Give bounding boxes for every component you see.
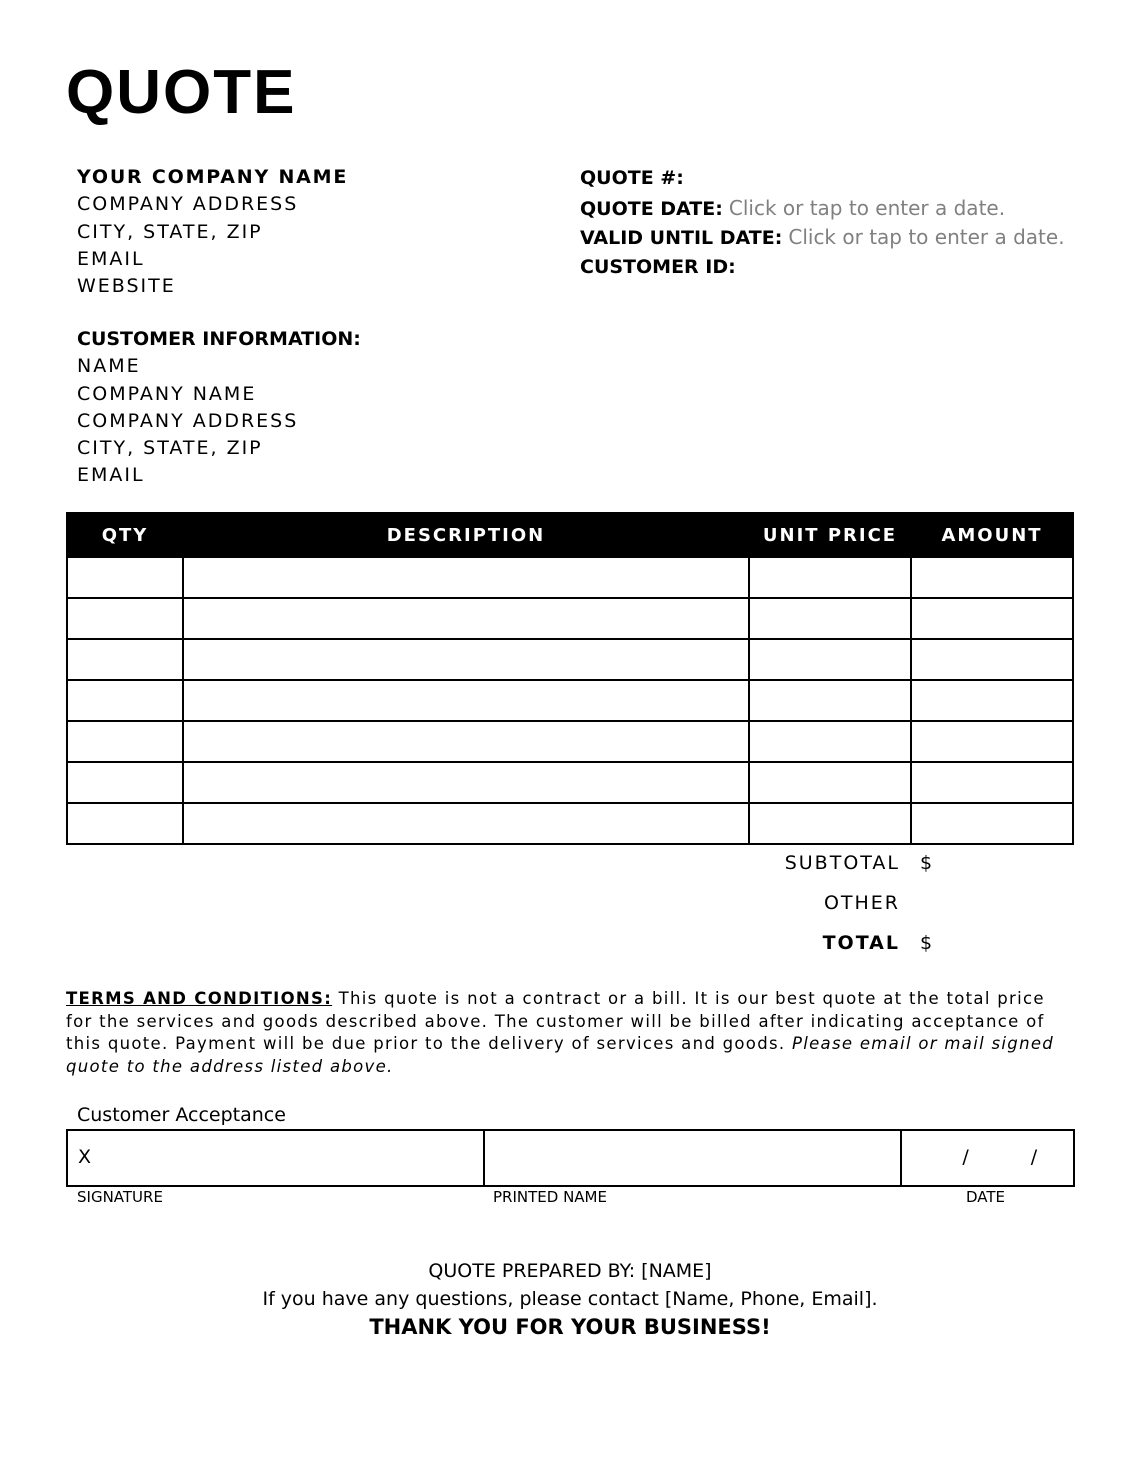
customer-email[interactable]: EMAIL (77, 464, 145, 487)
customer-id-label: CUSTOMER ID: (580, 255, 736, 278)
customer-company-address[interactable]: COMPANY ADDRESS (77, 409, 299, 432)
terms-and-conditions (66, 988, 1066, 1078)
document-title: QUOTE (66, 58, 297, 127)
description-cell[interactable] (183, 721, 749, 762)
customer-info-block (77, 326, 361, 490)
company-city-state-zip: CITY, STATE, ZIP (77, 220, 263, 243)
signature-field[interactable] (68, 1131, 485, 1185)
table-row (67, 762, 1073, 803)
qty-cell[interactable] (67, 680, 183, 721)
amount-cell[interactable] (911, 680, 1073, 721)
description-cell[interactable] (183, 680, 749, 721)
qty-cell[interactable] (67, 762, 183, 803)
quote-date-row[interactable] (580, 194, 1065, 224)
header-description: DESCRIPTION (183, 513, 749, 557)
customer-company-name[interactable]: COMPANY NAME (77, 382, 257, 405)
quote-info-block (580, 164, 1065, 282)
description-cell[interactable] (183, 557, 749, 598)
description-cell[interactable] (183, 598, 749, 639)
table-row (67, 598, 1073, 639)
table-row (67, 803, 1073, 844)
printed-name-field[interactable] (485, 1131, 902, 1185)
customer-info-heading: CUSTOMER INFORMATION: (77, 328, 361, 350)
quote-number-label: QUOTE #: (580, 167, 684, 189)
description-cell[interactable] (183, 762, 749, 803)
quote-date-field[interactable]: Click or tap to enter a date. (728, 195, 1006, 220)
unit-price-cell[interactable] (749, 557, 911, 598)
acceptance-box (66, 1129, 1075, 1187)
signature-label: SIGNATURE (77, 1188, 163, 1206)
table-row (67, 680, 1073, 721)
company-website: WEBSITE (77, 275, 176, 298)
company-block (77, 164, 348, 300)
date-slashes: / / (962, 1146, 1066, 1168)
unit-price-cell[interactable] (749, 762, 911, 803)
company-email: EMAIL (77, 247, 145, 270)
amount-cell[interactable] (911, 762, 1073, 803)
thank-you-message: THANK YOU FOR YOUR BUSINESS! (369, 1315, 771, 1339)
customer-acceptance-label: Customer Acceptance (77, 1104, 286, 1126)
quote-number-row[interactable] (580, 164, 1065, 194)
unit-price-cell[interactable] (749, 680, 911, 721)
valid-until-field[interactable]: Click or tap to enter a date. (788, 225, 1065, 249)
qty-cell[interactable] (67, 803, 183, 844)
qty-cell[interactable] (67, 639, 183, 680)
prepared-by: QUOTE PREPARED BY: [NAME] (428, 1260, 712, 1282)
customer-id-row[interactable] (580, 253, 1065, 283)
description-cell[interactable] (183, 803, 749, 844)
line-items-table (66, 512, 1074, 845)
terms-body: This quote is not a contract or a bill. It is our best quote at the total price for the services and goods described above. The customer will be billed after indicating acceptance of this quote. Payment will be due prior to the delivery of services and goods. (66, 989, 1045, 1053)
contact-info: If you have any questions, please contact [Name, Phone, Email]. (262, 1288, 878, 1310)
terms-heading: TERMS AND CONDITIONS: (66, 989, 333, 1008)
table-row (67, 721, 1073, 762)
amount-cell[interactable] (911, 721, 1073, 762)
other-label: OTHER (823, 892, 900, 914)
valid-until-row[interactable] (580, 223, 1065, 253)
signature-mark: X (78, 1146, 92, 1168)
table-body (67, 557, 1073, 844)
company-name: YOUR COMPANY NAME (77, 166, 349, 188)
printed-name-label: PRINTED NAME (493, 1188, 607, 1206)
date-label: DATE (966, 1188, 1006, 1206)
unit-price-cell[interactable] (749, 598, 911, 639)
total-currency: $ (920, 932, 933, 954)
date-field[interactable] (902, 1131, 1073, 1185)
customer-city-state-zip[interactable]: CITY, STATE, ZIP (77, 437, 263, 460)
qty-cell[interactable] (67, 598, 183, 639)
amount-cell[interactable] (911, 639, 1073, 680)
amount-cell[interactable] (911, 598, 1073, 639)
total-label: TOTAL (822, 932, 900, 954)
customer-name[interactable]: NAME (77, 355, 141, 378)
table-row (67, 557, 1073, 598)
description-cell[interactable] (183, 639, 749, 680)
amount-cell[interactable] (911, 803, 1073, 844)
unit-price-cell[interactable] (749, 803, 911, 844)
header-unit-price: UNIT PRICE (749, 513, 911, 557)
subtotal-label: SUBTOTAL (784, 852, 900, 874)
quote-date-label: QUOTE DATE: (580, 197, 723, 220)
unit-price-cell[interactable] (749, 721, 911, 762)
terms-instruction: Please email or mail signed quote to the address listed above. (66, 1034, 1055, 1076)
header-amount: AMOUNT (911, 513, 1073, 557)
qty-cell[interactable] (67, 557, 183, 598)
amount-cell[interactable] (911, 557, 1073, 598)
qty-cell[interactable] (67, 721, 183, 762)
valid-until-label: VALID UNTIL DATE: (580, 227, 783, 249)
subtotal-currency: $ (920, 852, 933, 874)
header-qty: QTY (67, 513, 183, 557)
unit-price-cell[interactable] (749, 639, 911, 680)
table-header-row (67, 513, 1073, 557)
company-address: COMPANY ADDRESS (77, 193, 299, 216)
table-row (67, 639, 1073, 680)
